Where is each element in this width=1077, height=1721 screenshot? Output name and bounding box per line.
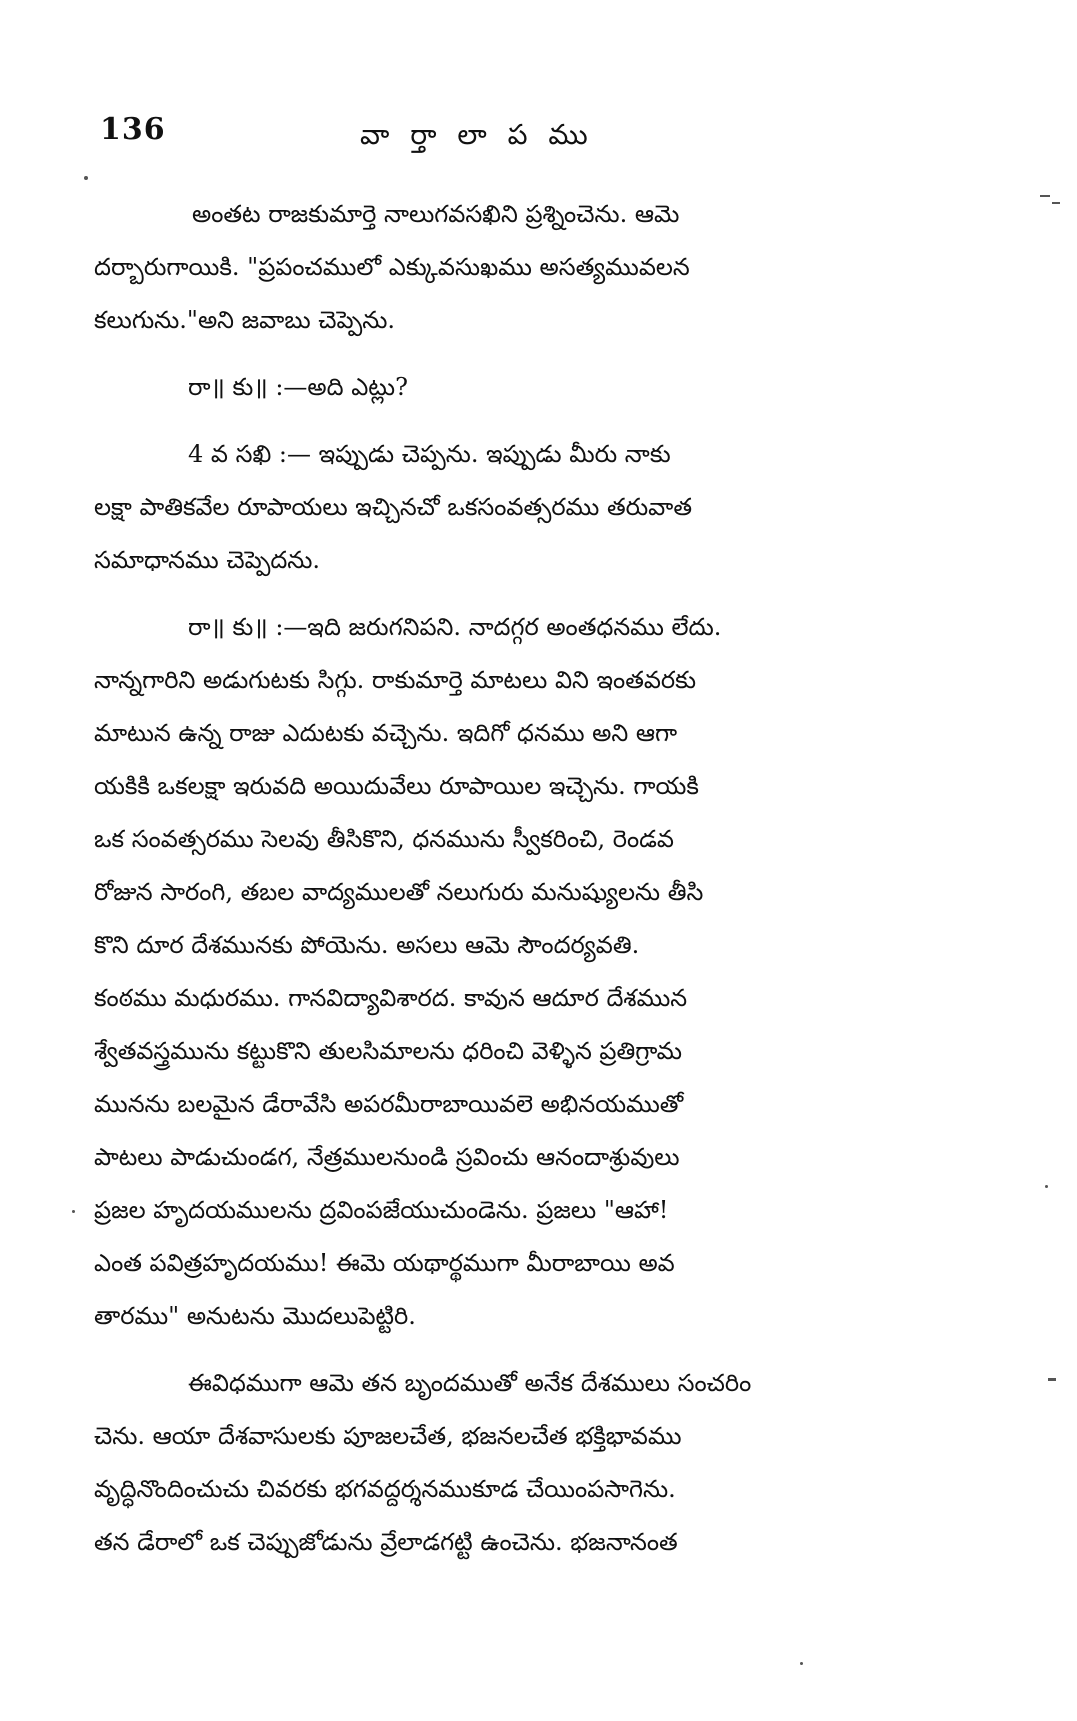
text-line: రోజున సారంగి, తబల వాద్యములతో నలుగురు మనుష్యులను తీసి <box>94 878 704 906</box>
scan-speck <box>1048 1378 1056 1381</box>
paragraph-2 <box>94 361 912 414</box>
text-line: సమాధానము చెప్పెదను. <box>94 546 321 574</box>
text-line: చెను. ఆయా దేశవాసులకు పూజలచేత, భజనలచేత భక్తిభావము <box>94 1422 682 1450</box>
text-line: రా॥ కు॥ :—అది ఎట్లు? <box>188 373 408 401</box>
scan-speck <box>1040 195 1050 197</box>
paragraph-4 <box>94 601 912 1343</box>
text-line: ఎంత పవిత్రహృదయము! ఈమె యథార్థముగా మీరాబాయి అవ <box>94 1249 675 1277</box>
page-number: 136 <box>100 112 166 147</box>
text-line: శ్వేతవస్త్రమును కట్టుకొని తులసిమాలను ధరించి వెళ్ళిన ప్రతిగ్రామ <box>94 1037 683 1065</box>
text-line: లక్షా పాతికవేల రూపాయలు ఇచ్చినచో ఒకసంవత్సరము తరువాత <box>94 493 692 521</box>
scan-speck <box>1052 202 1060 204</box>
scan-speck <box>1045 1185 1048 1188</box>
text-line: తన డేరాలో ఒక చెప్పుజోడును వ్రేలాడగట్టి ఉంచెను. భజనానంత <box>94 1528 678 1556</box>
text-line: నాన్నగారిని అడుగుటకు సిగ్గు. రాకుమార్తె మాటలు విని ఇంతవరకు <box>94 666 696 694</box>
text-line: కొని దూర దేశమునకు పోయెను. అసలు ఆమె సౌందర్యవతి. <box>94 931 640 959</box>
text-line: కలుగును."అని జవాబు చెప్పెను. <box>94 306 396 334</box>
text-line: అంతట రాజకుమార్తె నాలుగవసఖిని ప్రశ్నించెను. ఆమె <box>192 200 680 228</box>
running-head: వా ర్తా లా ప ము <box>360 118 594 151</box>
text-line: రా॥ కు॥ :—ఇది జరుగనిపని. నాదగ్గర అంతధనము లేదు. <box>188 613 722 641</box>
scan-speck <box>800 1662 803 1665</box>
paragraph-3 <box>94 428 912 587</box>
text-line: యకికి ఒకలక్షా ఇరువది అయిదువేలు రూపాయిల ఇచ్చెను. గాయకి <box>94 772 699 800</box>
text-line: ఈవిధముగా ఆమె తన బృందముతో అనేక దేశములు సంచరిం <box>188 1369 752 1397</box>
text-line: 4 వ సఖి :— ఇప్పుడు చెప్పను. ఇప్పుడు మీరు నాకు <box>188 440 671 468</box>
scan-speck <box>72 1210 75 1213</box>
text-line: మాటున ఉన్న రాజు ఎదుటకు వచ్చెను. ఇదిగో ధనము అని ఆగా <box>94 719 678 747</box>
paragraph-5 <box>94 1357 912 1569</box>
text-line: ప్రజల హృదయములను ద్రవింపజేయుచుండెను. ప్రజలు "ఆహా! <box>94 1196 669 1224</box>
text-line: మునను బలమైన డేరావేసి అపరమీరాబాయివలె అభినయముతో <box>94 1090 684 1118</box>
text-line: తారము" అనుటను మొదలుపెట్టిరి. <box>94 1302 416 1330</box>
body-text <box>94 188 912 1569</box>
scan-speck <box>84 176 88 180</box>
text-line: వృద్ధినొందించుచు చివరకు భగవద్దర్శనముకూడ చేయింపసాగెను. <box>94 1475 676 1503</box>
text-line: ఒక సంవత్సరము సెలవు తీసికొని, ధనమును స్వీకరించి, రెండవ <box>94 825 674 853</box>
text-line: కంఠము మధురము. గానవిద్యావిశారద. కావున ఆదూర దేశమున <box>94 984 688 1012</box>
text-line: దర్బారుగాయికి. "ప్రపంచములో ఎక్కువసుఖము అసత్యమువలన <box>94 253 690 281</box>
text-line: పాటలు పాడుచుండగ, నేత్రములనుండి స్రవించు ఆనందాశ్రువులు <box>94 1143 680 1171</box>
paragraph-1 <box>94 188 912 347</box>
